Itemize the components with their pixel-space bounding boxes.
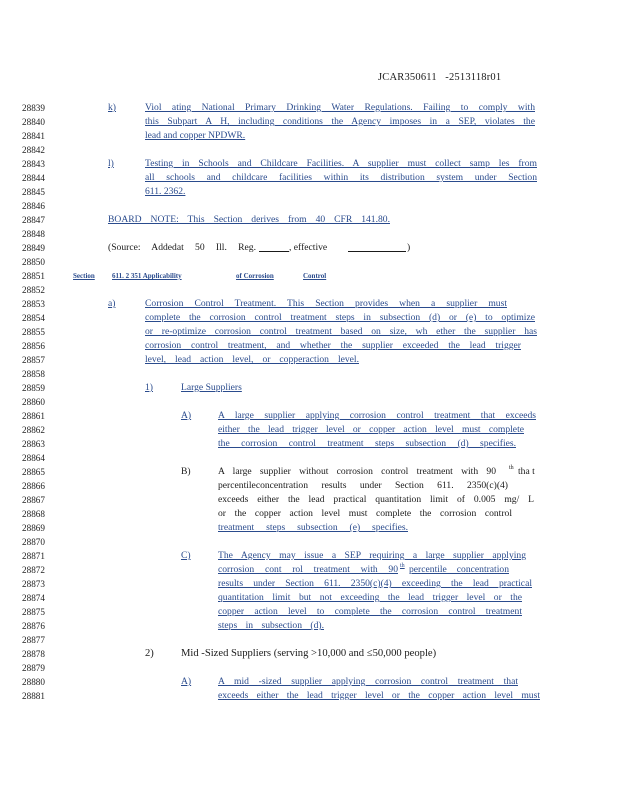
line-number: 28846 [22, 201, 45, 211]
line-row [0, 325, 618, 339]
line-number: 28862 [22, 425, 45, 435]
blank-field [259, 242, 289, 252]
line-row [0, 339, 618, 353]
subparagraph-label: C) [181, 550, 191, 561]
line-text: A large supplier without corrosion control treatment with 90 [218, 466, 496, 477]
line-row [0, 661, 618, 675]
line-row [0, 101, 618, 115]
line-row [0, 689, 618, 703]
line-text: A large supplier applying corrosion control treatment that exceeds [218, 410, 536, 421]
source-note: (Source: Addedat 50 Ill. Reg. [108, 242, 256, 253]
line-number: 28840 [22, 117, 45, 127]
line-row [0, 395, 618, 409]
line-row [0, 479, 618, 493]
line-text: all schools and childcare facilities within its distribution system under Section [145, 172, 537, 183]
line-number: 28881 [22, 691, 45, 701]
line-number: 28877 [22, 635, 45, 645]
line-row [0, 129, 618, 143]
line-row [0, 675, 618, 689]
line-row [0, 353, 618, 367]
line-text: Corrosion Control Treatment. This Section provides when a supplier must [145, 298, 507, 309]
line-number: 28849 [22, 243, 45, 253]
line-text: results under Section 611. 2350(c)(4) exceeding the lead practical [218, 578, 532, 589]
line-text: quantitation limit but not exceeding the lead trigger level or the [218, 592, 522, 603]
line-text: complete the corrosion control treatment steps in subsection (d) or (e) to optimize [145, 312, 535, 323]
line-row [0, 255, 618, 269]
line-text: exceeds either the lead trigger level or the copper action level must [218, 690, 540, 701]
line-number: 28847 [22, 215, 45, 225]
line-row [0, 199, 618, 213]
line-text: treatment steps subsection (e) specifies. [218, 522, 408, 533]
line-number: 28873 [22, 579, 45, 589]
subparagraph-label: A) [181, 676, 192, 687]
line-text: exceeds either the lead practical quantitation limit of 0.005 mg/ L [218, 494, 534, 505]
paragraph-label: 1) [145, 382, 153, 393]
document-lines [0, 101, 618, 703]
line-row [0, 465, 618, 479]
line-number: 28870 [22, 537, 45, 547]
section-heading-title: of Corrosion [236, 272, 274, 280]
line-row [0, 297, 618, 311]
line-text: steps in subsection (d). [218, 620, 324, 631]
document-id: JCAR350611 [378, 72, 437, 83]
board-note: BOARD NOTE: This Section derives from 40 CFR 141.80. [108, 214, 390, 225]
document-revision: -2513118r01 [445, 72, 502, 83]
line-row [0, 115, 618, 129]
line-number: 28854 [22, 313, 45, 323]
line-text: corrosion control treatment, and whether the supplier exceeded the lead trigger [145, 340, 521, 351]
line-text: lead and copper NPDWR. [145, 130, 246, 141]
line-text: or the copper action level must complete the corrosion control [218, 508, 512, 519]
line-number: 28874 [22, 593, 45, 603]
line-number: 28861 [22, 411, 45, 421]
line-number: 28872 [22, 565, 45, 575]
line-number: 28855 [22, 327, 45, 337]
line-row [0, 423, 618, 437]
line-text: the corrosion control treatment steps subsection (d) specifies. [218, 438, 516, 449]
line-number: 28879 [22, 663, 45, 673]
line-row [0, 535, 618, 549]
line-number: 28860 [22, 397, 45, 407]
line-text-end: tha t [518, 466, 535, 477]
line-number: 28851 [22, 271, 45, 281]
line-number: 28857 [22, 355, 45, 365]
line-row [0, 269, 618, 283]
line-row [0, 507, 618, 521]
line-text: either the lead trigger level or copper action level must complete [218, 424, 524, 435]
line-row [0, 311, 618, 325]
line-number: 28848 [22, 229, 45, 239]
line-row [0, 381, 618, 395]
superscript: th [400, 563, 405, 569]
section-heading-label: Section [73, 272, 95, 280]
line-number: 28844 [22, 173, 45, 183]
line-number: 28868 [22, 509, 45, 519]
line-row [0, 563, 618, 577]
line-text: corrosion cont rol treatment with 90 [218, 564, 398, 575]
line-row [0, 619, 618, 633]
line-row [0, 577, 618, 591]
line-number: 28841 [22, 131, 45, 141]
line-row [0, 605, 618, 619]
subsection-label: a) [108, 298, 116, 309]
line-number: 28866 [22, 481, 45, 491]
line-number: 28843 [22, 159, 45, 169]
line-number: 28871 [22, 551, 45, 561]
blank-field [348, 242, 406, 252]
line-text: A mid -sized supplier applying corrosion control treatment that [218, 676, 518, 687]
line-number: 28839 [22, 103, 45, 113]
line-row [0, 283, 618, 297]
line-number: 28858 [22, 369, 45, 379]
line-text: The Agency may issue a SEP requiring a large supplier applying [218, 550, 526, 561]
line-number: 28863 [22, 439, 45, 449]
line-row [0, 409, 618, 423]
line-row [0, 633, 618, 647]
paragraph-label: 2) [145, 648, 154, 659]
page-header [378, 72, 501, 83]
line-row [0, 521, 618, 535]
line-number: 28878 [22, 649, 45, 659]
line-number: 28853 [22, 299, 45, 309]
line-number: 28850 [22, 257, 45, 267]
line-text-end: percentile concentration [409, 564, 509, 575]
line-number: 28875 [22, 607, 45, 617]
line-number: 28856 [22, 341, 45, 351]
line-row [0, 213, 618, 227]
line-row [0, 171, 618, 185]
line-number: 28876 [22, 621, 45, 631]
section-heading-title-end: Control [303, 272, 327, 280]
source-note-close: ) [407, 242, 411, 253]
superscript: th [509, 465, 514, 471]
section-heading-number: 611. 2 351 Applicability [112, 272, 182, 280]
line-text: 611. 2362. [145, 186, 186, 197]
line-row [0, 143, 618, 157]
paragraph-heading: Mid -Sized Suppliers (serving >10,000 and ≤50,000 people) [181, 648, 437, 659]
line-row [0, 367, 618, 381]
line-row [0, 493, 618, 507]
line-text: or re-optimize corrosion control treatment based on size, wh ether the supplier has [145, 326, 537, 337]
line-text: Viol ating National Primary Drinking Water Regulations. Failing to comply with [145, 102, 535, 113]
line-number: 28880 [22, 677, 45, 687]
line-number: 28865 [22, 467, 45, 477]
line-number: 28867 [22, 495, 45, 505]
line-text: Testing in Schools and Childcare Facilities. A supplier must collect samp les from [145, 158, 537, 169]
line-row [0, 549, 618, 563]
line-number: 28869 [22, 523, 45, 533]
line-row [0, 647, 618, 661]
line-row [0, 157, 618, 171]
line-row [0, 185, 618, 199]
source-note-effective: , effective [289, 242, 328, 253]
subparagraph-label: A) [181, 410, 192, 421]
line-number: 28852 [22, 285, 45, 295]
line-row [0, 227, 618, 241]
line-text: level, lead action level, or copperaction level. [145, 354, 359, 365]
line-number: 28859 [22, 383, 45, 393]
line-number: 28864 [22, 453, 45, 463]
line-row [0, 591, 618, 605]
line-text: copper action level to complete the corrosion control treatment [218, 606, 522, 617]
subsection-label: l) [108, 158, 114, 169]
line-row [0, 451, 618, 465]
subparagraph-label: B) [181, 466, 191, 477]
line-number: 28845 [22, 187, 45, 197]
line-text: percentileconcentration results under Section 611. 2350(c)(4) [218, 480, 508, 491]
line-number: 28842 [22, 145, 45, 155]
line-text: this Subpart A H, including conditions the Agency imposes in a SEP, violates the [145, 116, 535, 127]
paragraph-heading: Large Suppliers [181, 382, 242, 393]
line-row [0, 437, 618, 451]
line-row [0, 241, 618, 255]
subsection-label: k) [108, 102, 116, 113]
